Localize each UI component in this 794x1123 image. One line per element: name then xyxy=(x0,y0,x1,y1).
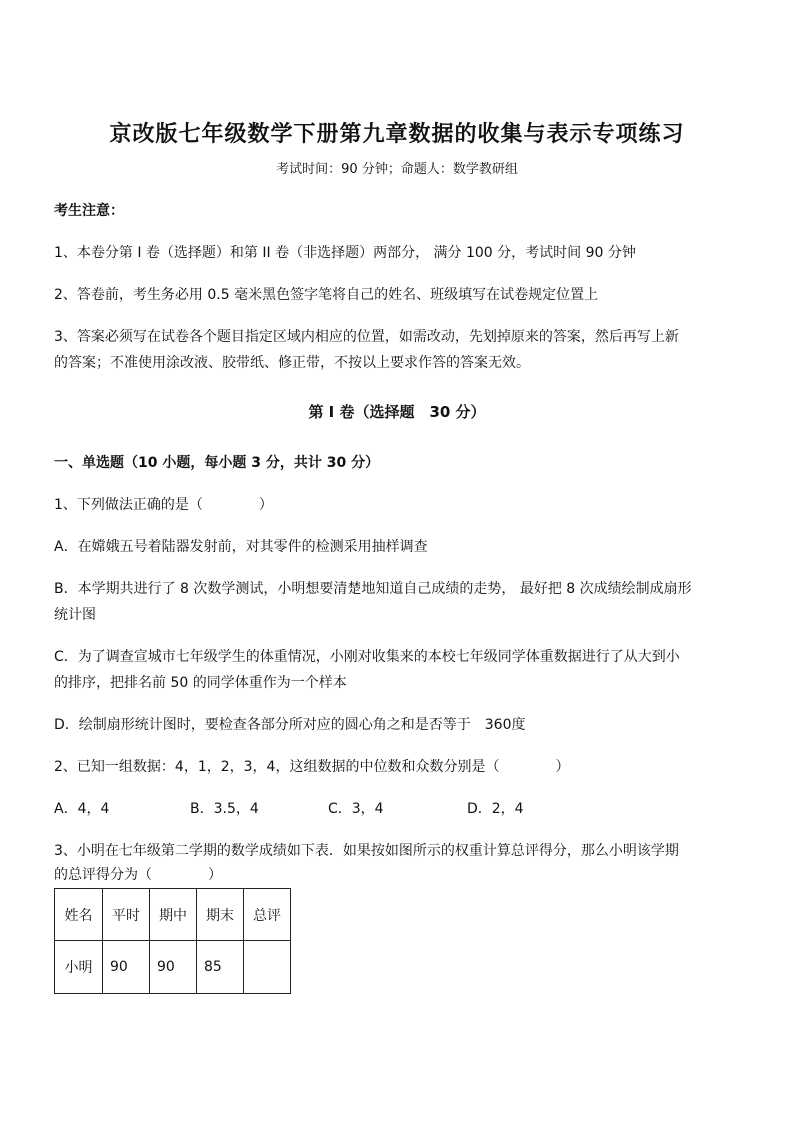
table-row xyxy=(55,941,291,994)
notice-item-3-cont: 的答案；不准使用涂改液、胶带纸、修正带，不按以上要求作答的答案无效。 xyxy=(54,355,530,371)
score-table xyxy=(54,888,291,994)
part-heading: 一、单选题（10 小题，每小题 3 分，共计 30 分） xyxy=(54,455,380,471)
table-header-row xyxy=(55,889,291,941)
q1-option-c: C．为了调查宣城市七年级学生的体重情况，小刚对收集来的本校七年级同学体重数据进行了从大到小 xyxy=(54,649,680,665)
table-cell: 90 xyxy=(150,941,197,994)
q1-option-a: A．在嫦娥五号着陆器发射前，对其零件的检测采用抽样调查 xyxy=(54,539,428,555)
q2-option-a: A．4，4 xyxy=(54,801,110,817)
notice-item-2: 2、答卷前，考生务必用 0.5 毫米黑色签字笔将自己的姓名、班级填写在试卷规定位置上 xyxy=(54,287,599,303)
q2-option-b: B．3.5，4 xyxy=(190,801,259,817)
table-cell: 小明 xyxy=(55,941,103,994)
table-header-cell: 期中 xyxy=(150,889,197,941)
table-cell: 85 xyxy=(197,941,244,994)
q1-option-c-cont: 的排序，把排名前 50 的同学体重作为一个样本 xyxy=(54,675,347,691)
q2-option-d: D．2，4 xyxy=(467,801,524,817)
q2-option-c: C．3，4 xyxy=(328,801,384,817)
section-title: 第 I 卷（选择题 30 分） xyxy=(308,403,486,421)
q3-stem-cont: 的总评得分为（ ） xyxy=(54,867,222,883)
q3-stem: 3、小明在七年级第二学期的数学成绩如下表．如果按如图所示的权重计算总评得分，那么小明该学期 xyxy=(54,843,679,859)
exam-info: 考试时间：90 分钟；命题人：数学教研组 xyxy=(276,162,518,177)
page-title: 京改版七年级数学下册第九章数据的收集与表示专项练习 xyxy=(109,121,685,147)
table-header-cell: 总评 xyxy=(244,889,291,941)
table-cell: 90 xyxy=(103,941,150,994)
q1-stem: 1、下列做法正确的是（ ） xyxy=(54,497,273,513)
table-cell xyxy=(244,941,291,994)
table-header-cell: 期末 xyxy=(197,889,244,941)
q2-stem: 2、已知一组数据：4，1，2，3，4，这组数据的中位数和众数分别是（ ） xyxy=(54,759,570,775)
table-header-cell: 姓名 xyxy=(55,889,103,941)
notice-item-3: 3、答案必须写在试卷各个题目指定区域内相应的位置，如需改动，先划掉原来的答案，然后再写上新 xyxy=(54,329,679,345)
q1-option-b: B．本学期共进行了 8 次数学测试，小明想要清楚地知道自己成绩的走势， 最好把 8 次成绩绘制成扇形 xyxy=(54,581,692,597)
table-header-cell: 平时 xyxy=(103,889,150,941)
notice-item-1: 1、本卷分第 I 卷（选择题）和第 II 卷（非选择题）两部分， 满分 100 分，考试时间 90 分钟 xyxy=(54,245,636,261)
q1-option-b-cont: 统计图 xyxy=(54,607,96,623)
notice-heading: 考生注意： xyxy=(54,203,124,219)
q1-option-d: D．绘制扇形统计图时，要检查各部分所对应的圆心角之和是否等于 360度 xyxy=(54,717,526,733)
